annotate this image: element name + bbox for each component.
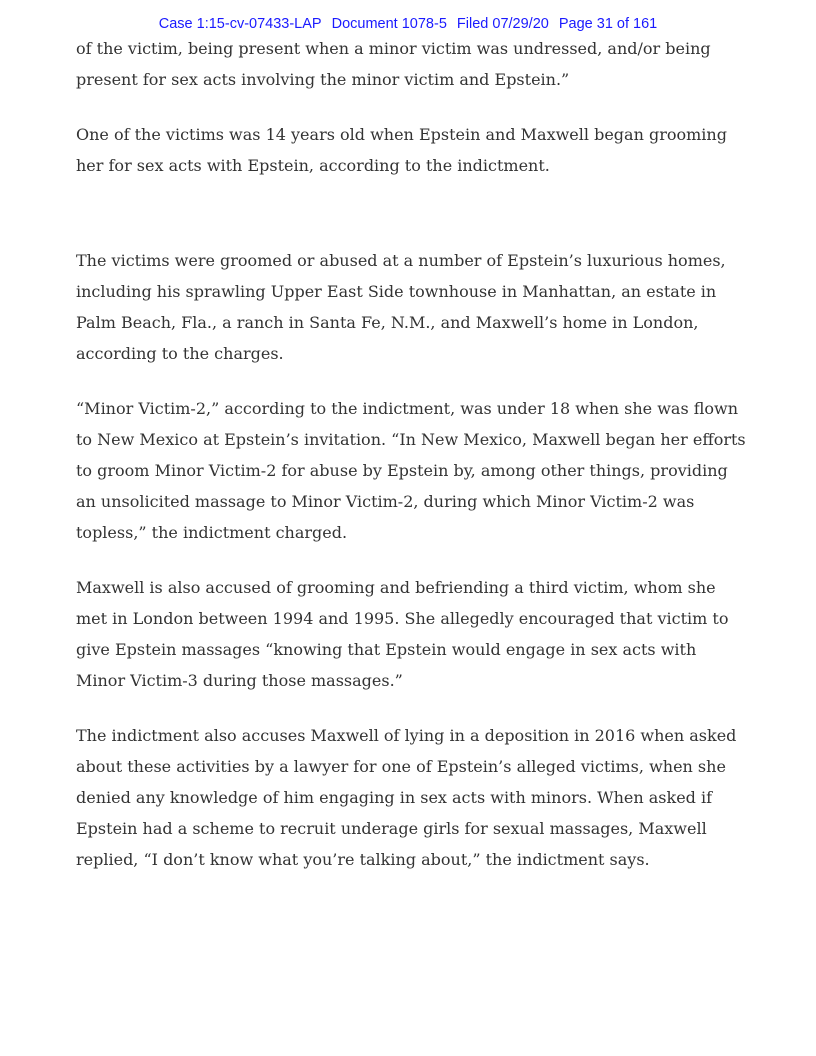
paragraph-minor-victim-2: “Minor Victim-2,” according to the indictment, was under 18 when she was flown to New Mexico at Epstein’s invitation. “In New Mexico, Maxwell began her efforts to groom Minor Victim-2 for abuse by Epstein by, among other things, providing an unsolicited massage to Minor Victim-2, during which Minor Victim-2 was topless,” the indictment charged.	[76, 399, 746, 542]
paragraph-first-victim: One of the victims was 14 years old when Epstein and Maxwell began grooming her for sex acts with Epstein, according to the indictment.	[76, 125, 727, 175]
paragraph-continuation: of the victim, being present when a minor victim was undressed, and/or being present for sex acts involving the minor victim and Epstein.”	[76, 39, 711, 89]
paragraph-deposition: The indictment also accuses Maxwell of lying in a deposition in 2016 when asked about these activities by a lawyer for one of Epstein’s alleged victims, when she denied any knowledge of him engaging in sex acts with minors. When asked if Epstein had a scheme to recruit underage girls for sexual massages, Maxwell replied, “I don’t know what you’re talking about,” the indictment says.	[76, 726, 737, 869]
article-body	[76, 33, 746, 899]
document-number: Document 1078-5	[331, 16, 447, 32]
case-number: Case 1:15-cv-07433-LAP	[158, 16, 322, 32]
filed-date: Filed 07/29/20	[456, 16, 549, 32]
section-gap	[76, 205, 746, 245]
court-filing-header	[0, 15, 816, 33]
paragraph-third-victim: Maxwell is also accused of grooming and befriending a third victim, whom she met in London between 1994 and 1995. She allegedly encouraged that victim to give Epstein massages “knowing that Epstein would engage in sex acts with Minor Victim-3 during those massages.”	[76, 578, 729, 690]
paragraph-homes: The victims were groomed or abused at a number of Epstein’s luxurious homes, including his sprawling Upper East Side townhouse in Manhattan, an estate in Palm Beach, Fla., a ranch in Santa Fe, N.M., and Maxwell’s home in London, according to the charges.	[76, 251, 726, 363]
page-number: Page 31 of 161	[558, 16, 658, 32]
